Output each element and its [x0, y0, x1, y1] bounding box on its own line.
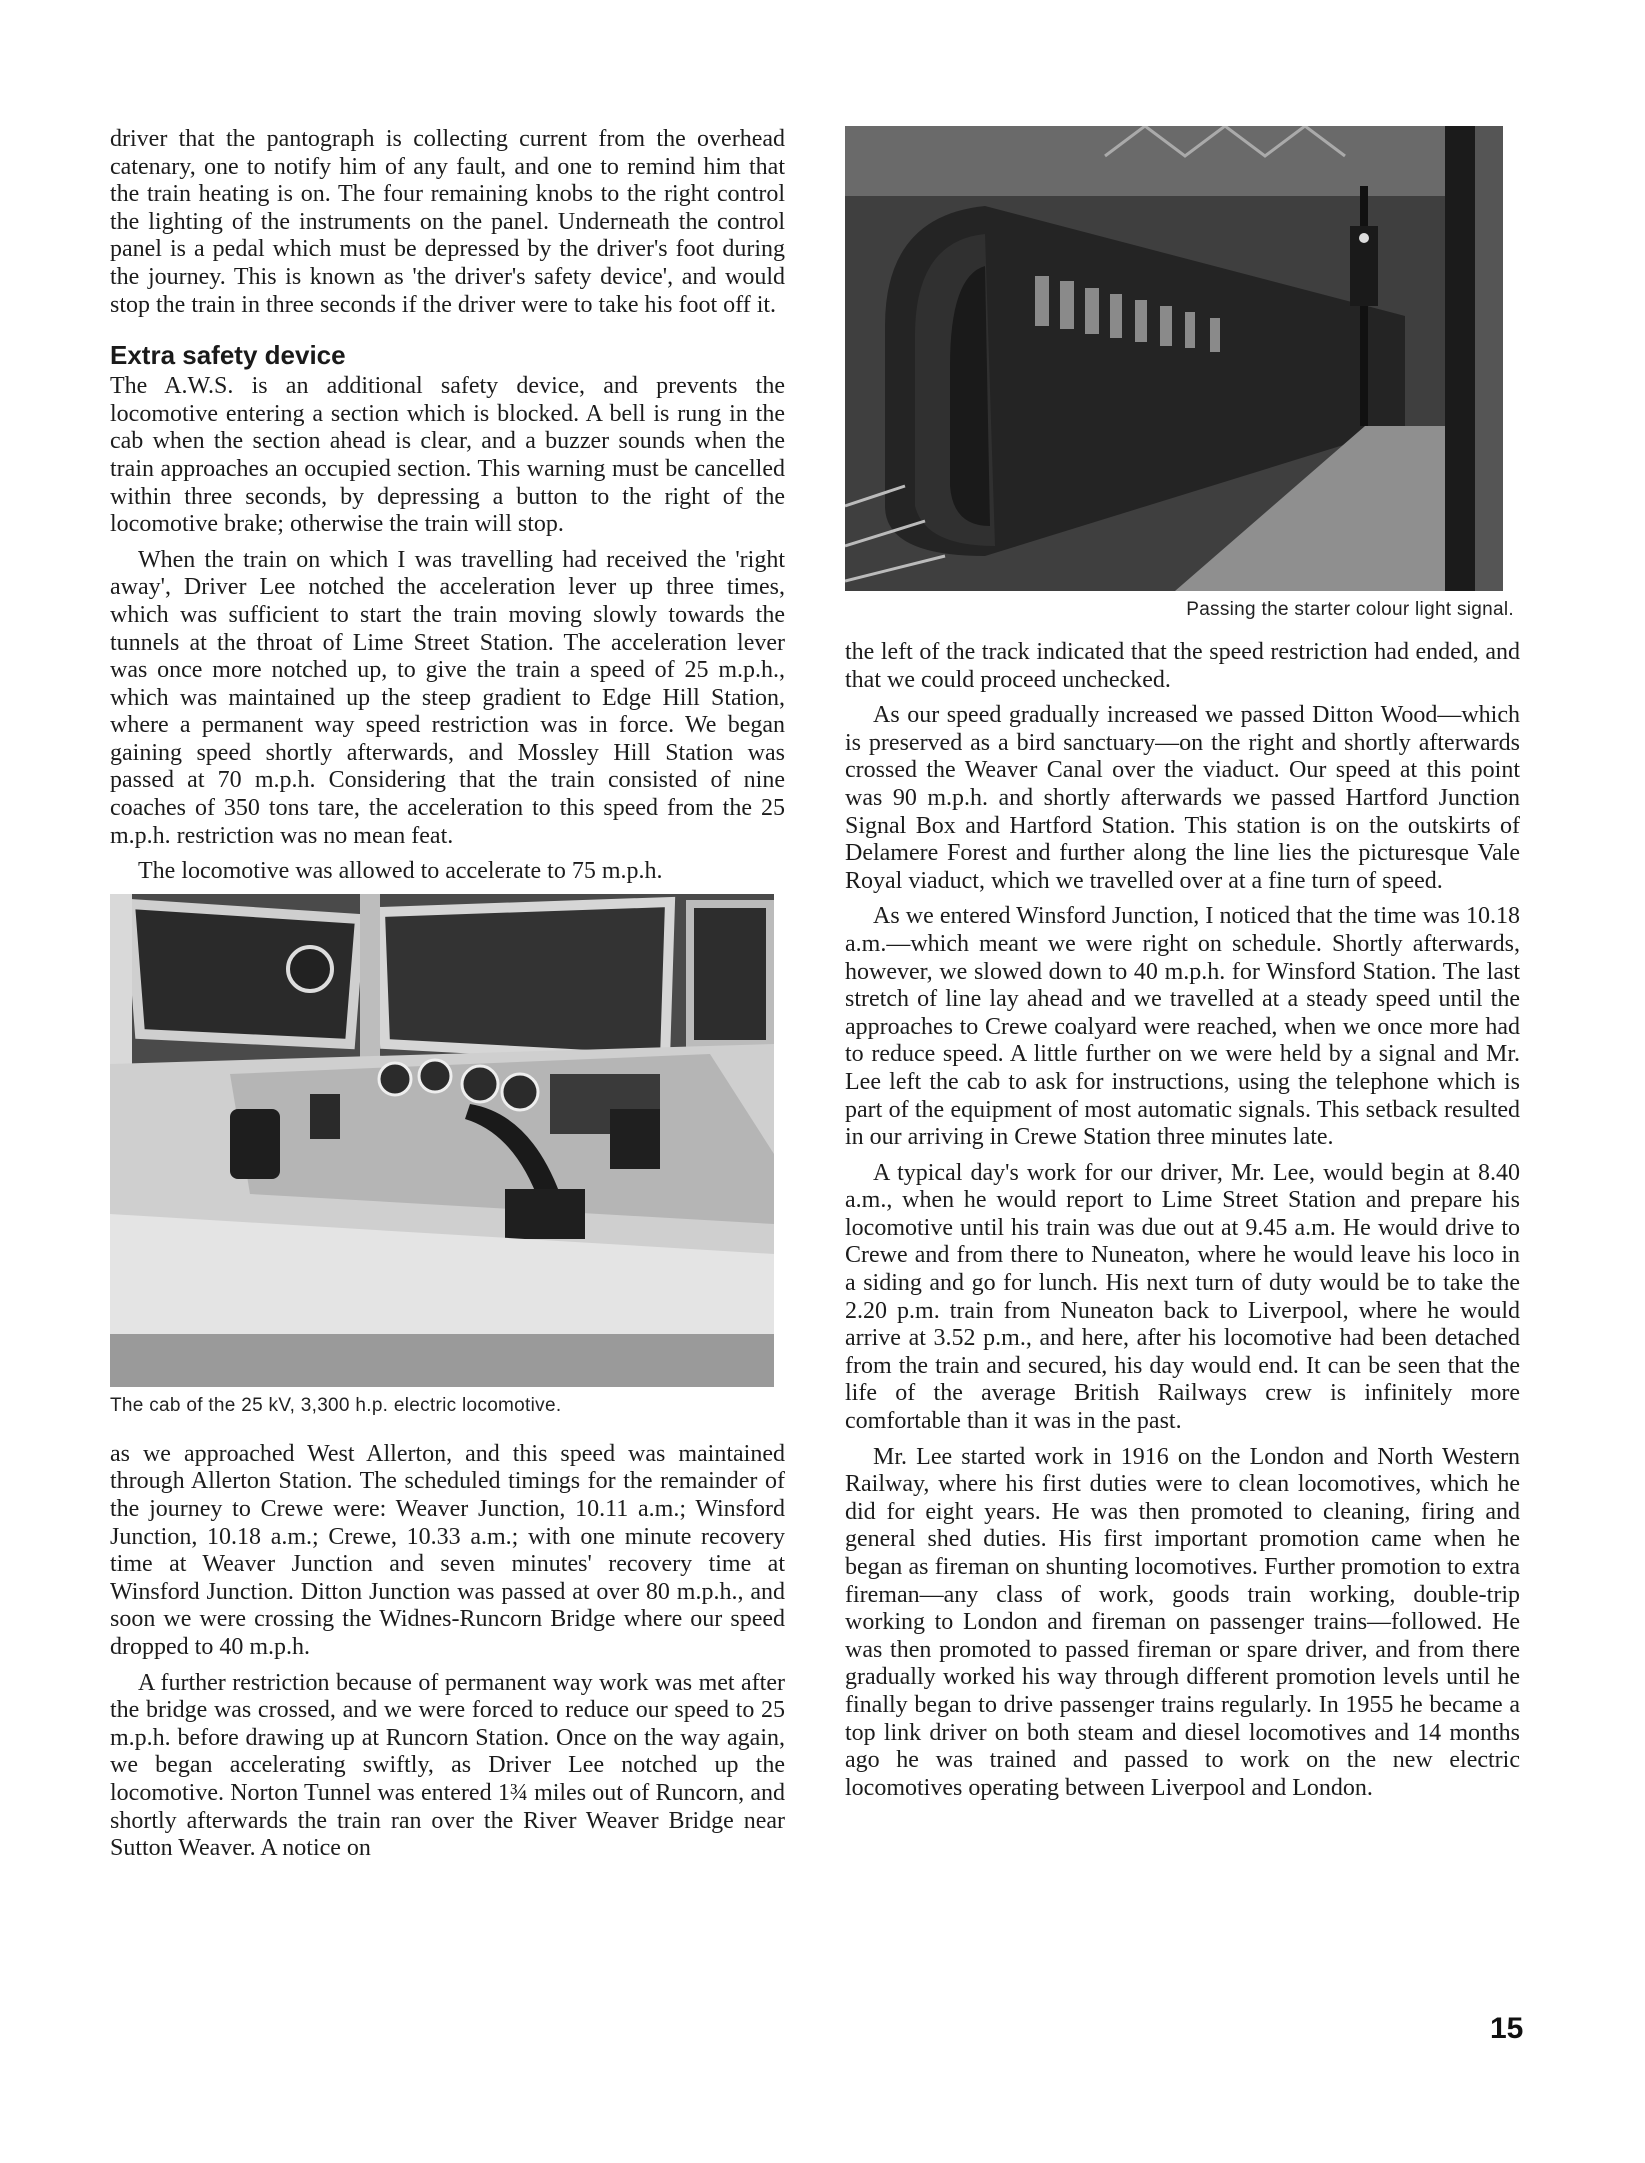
cab-photo-caption: The cab of the 25 kV, 3,300 h.p. electric locomotive. [110, 1394, 562, 1416]
cab-photo [110, 894, 774, 1387]
paragraph-further-restriction: A further restriction because of permanent way work was met after the bridge was crossed, and we were forced to reduce our speed to 25 m.p.h. before drawing up at Runcorn Station. Once on the way again, we began accelerating swiftly, as Driver Lee notched up the locomotive. Norton Tunnel was entered 1¾ miles out of Runcorn, and shortly afterwards the train ran over the River Weaver Bridge near Sutton Weaver. A notice on [110, 1669, 785, 1862]
paragraph-typical-day: A typical day's work for our driver, Mr. Lee, would begin at 8.40 a.m., when he would report to Lime Street Station and prepare his locomotive until his train was due out at 9.45 a.m. He would drive to Crewe and from there to Nuneaton, where he would leave his loco in a siding and go for lunch. His next turn of duty would be to take the 2.20 p.m. train from Nuneaton back to Liverpool, where he would arrive at 3.52 p.m., and here, after his locomotive had been detached from the train and secured, his day would end. It can be seen that the life of the average British Railways crew is infinitely more comfortable than it was in the past. [845, 1159, 1520, 1435]
paragraph-career: Mr. Lee started work in 1916 on the London and North Western Railway, where his first duties were to clean locomotives, which he did for eight years. He was then promoted to cleaning, firing and general shed duties. His first important promotion came when he began as fireman on shunting locomotives. Further promotion to extra fireman—any class of work, goods train working, double-trip working to London and fireman on passenger trains—followed. He was then promoted to passed fireman or spare driver, and from there gradually worked his way through different promotion levels until he finally began to drive passenger trains regularly. In 1955 he became a top link driver on both steam and diesel locomotives and 14 months ago he was trained and passed to work on the new electric locomotives operating between Liverpool and London. [845, 1443, 1520, 1801]
right-column [845, 126, 1520, 1810]
paragraph-west-allerton: as we approached West Allerton, and this speed was maintained through Allerton Station. The scheduled timings for the remainder of the journey to Crewe were: Weaver Junction, 10.11 a.m.; Winsford Junction, 10.18 a.m.; Crewe, 10.33 a.m.; with one minute recovery time at Weaver Junction and seven minutes' recovery time at Winsford Junction. Ditton Junction was passed at over 80 m.p.h., and soon we were crossing the Widnes-Runcorn Bridge where our speed dropped to 40 m.p.h. [110, 1440, 785, 1660]
starter-signal-photo-caption: Passing the starter colour light signal. [1186, 599, 1514, 620]
page-number: 15 [1490, 2012, 1524, 2045]
cab-photo-illustration [110, 894, 774, 1387]
paragraph-aws: The A.W.S. is an additional safety device, and prevents the locomotive entering a section which is blocked. A bell is rung in the cab when the section ahead is clear, and a buzzer sounds when the train approaches an occupied section. This warning must be cancelled within three seconds, by depressing a button to the right of the locomotive brake; otherwise the train will stop. [110, 373, 785, 538]
paragraph-ditton-wood: As our speed gradually increased we passed Ditton Wood—which is preserved as a bird sanctuary—on the right and shortly afterwards crossed the Weaver Canal over the viaduct. Our speed at this point was 90 m.p.h. and shortly afterwards we passed Hartford Junction Signal Box and Hartford Station. This station is on the outskirts of Delamere Forest and further along the line lies the picturesque Vale Royal viaduct, which we travelled over at a fine turn of speed. [845, 702, 1520, 894]
section-heading-extra-safety-device: Extra safety device [110, 340, 346, 371]
starter-signal-photo [845, 126, 1503, 591]
starter-signal-photo-illustration [845, 126, 1503, 591]
paragraph-notice-left-of-track: the left of the track indicated that the speed restriction had ended, and that we could proceed unchecked. [845, 639, 1520, 693]
left-column [110, 126, 785, 1871]
paragraph-right-away: When the train on which I was travelling had received the 'right away', Driver Lee notched the acceleration lever up three times, which was sufficient to start the train moving slowly towards the tunnels at the throat of Lime Street Station. The acceleration lever was once more notched up, to give the train a speed of 25 m.p.h., which was maintained up the steep gradient to Edge Hill Station, where a permanent way speed restriction was in force. We began gaining speed shortly afterwards, and Mossley Hill Station was passed at 70 m.p.h. Considering that the train consisted of nine coaches of 350 tons tare, the acceleration to this speed from the 25 m.p.h. restriction was no mean feat. [110, 546, 785, 849]
paragraph-winsford-junction: As we entered Winsford Junction, I noticed that the time was 10.18 a.m.—which meant we were right on schedule. Shortly afterwards, however, we slowed down to 40 m.p.h. for Winsford Station. The last stretch of line lay ahead and we travelled at a steady speed until the approaches to Crewe coalyard were reached, when we once more had to reduce speed. A little further on we were held by a signal and Mr. Lee left the cab to ask for instructions, using the telephone which is part of the equipment of most automatic signals. This setback resulted in our arriving in Crewe Station three minutes late. [845, 903, 1520, 1151]
paragraph-accelerate-75: The locomotive was allowed to accelerate to 75 m.p.h. [138, 858, 663, 885]
paragraph-pantograph: driver that the pantograph is collecting current from the overhead catenary, one to notify him of any fault, and one to remind him that the train heating is on. The four remaining knobs to the right control the lighting of the instruments on the panel. Underneath the control panel is a pedal which must be depressed by the driver's foot during the journey. This is known as 'the driver's safety device', and would stop the train in three seconds if the driver were to take his foot off it. [110, 126, 785, 318]
